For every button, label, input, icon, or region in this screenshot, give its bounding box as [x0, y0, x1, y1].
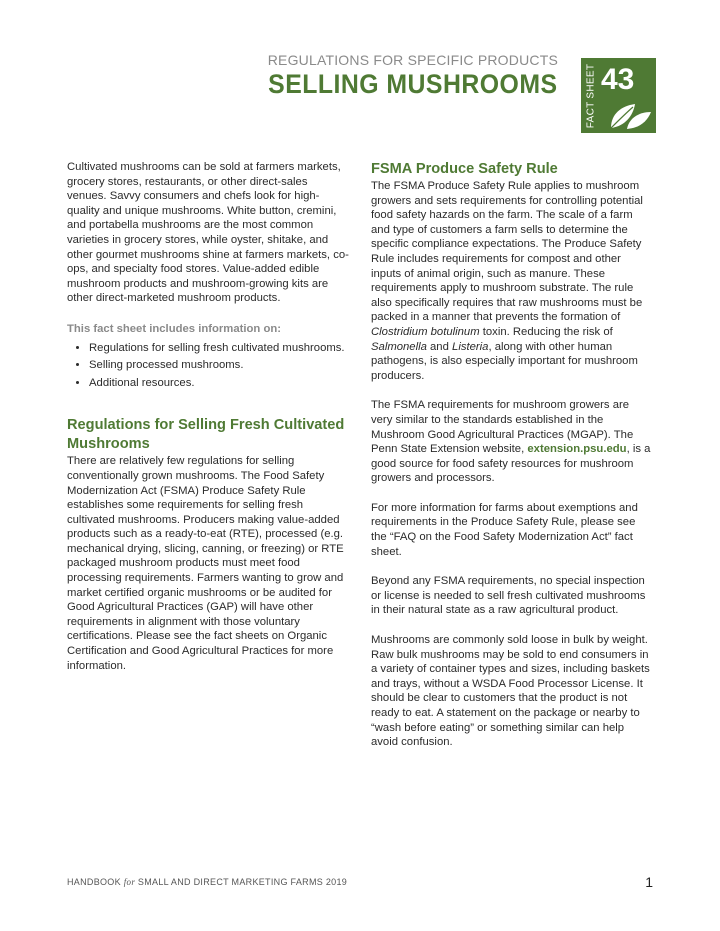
list-item: • Additional resources. — [89, 376, 349, 391]
footer-text: HANDBOOK for SMALL AND DIRECT MARKETING FARMS 2019 — [67, 877, 348, 887]
extension-link[interactable]: extension.psu.edu — [527, 443, 627, 456]
fact-sheet-badge — [581, 58, 656, 133]
section-paragraph: There are relatively few regulations for selling conventionally grown mushrooms. The Food Safety Modernization Act (FSMA) Produce Safety Rule establishes some requirements for selling fresh cultivated mushrooms. Producers making value-added products such as a ready-to-eat (RTE), processed (e.g. mechanical drying, slicing, canning, or freezing) or RTE packaged mushroom products must meet food processing requirements. Farmers wanting to grow and market certified organic mushrooms or be audited for Good Agricultural Practices (GAP) will have other requirements in alignment with those voluntary certifications. Please see the fact sheets on Organic Certification and Good Agricultural Practices for more information. — [67, 455, 344, 672]
fsma-paragraph: The FSMA Produce Safety Rule applies to mushroom growers and sets requirements for controlling potential food safety hazards on the farm. The scale of a farm and type of customers a farm sells to determine the specific compliance expectations. The Produce Safety Rule includes requirements for compost and other inputs of animal origin, such as manure. These requirements apply to mushroom substrate. The rule also specifically requires that raw mushrooms must be packed in a manner that prevents the formation of Clostridium botulinum toxin. Reducing the risk of Salmonella and Listeria, along with other human pathogens, is also especially important for mushroom producers. — [371, 180, 643, 382]
section-heading: Regulations for Selling Fresh Cultivated Mushrooms — [67, 417, 345, 453]
bulk-paragraph: Mushrooms are commonly sold loose in bulk by weight. Raw bulk mushrooms may be sold to end consumers in a variety of container types and sizes, including baskets and trays, without a WSDA Food Processor License. It should be clear to customers that the product is not ready to eat. A statement on the package or nearby to “wash before eating” or something similar can help avoid confusion. — [371, 634, 650, 749]
right-column — [371, 160, 653, 765]
supertitle: REGULATIONS FOR SPECIFIC PRODUCTS — [267, 52, 558, 68]
leaf-icon — [605, 96, 653, 130]
listeria-text: Listeria — [452, 340, 489, 353]
badge-label: FACT SHEET — [585, 63, 597, 129]
topic-list — [67, 341, 349, 391]
clostridium-text: Clostridium botulinum — [371, 325, 480, 338]
page-header — [243, 52, 558, 100]
intro-paragraph: Cultivated mushrooms can be sold at farmers markets, grocery stores, restaurants, or other direct-sales venues. Savvy consumers and chefs look for high-quality and unique mushrooms. White button, cremini, and portabella mushrooms are the most common varieties in grocery stores, while oyster, shitake, and other gourmet mushrooms shine at farmers markets, co-ops, and specialty food stores. Value-added edible mushroom products and mushroom-growing kits are other direct-marketed mushroom products. — [67, 161, 349, 305]
salmonella-text: Salmonella — [371, 340, 427, 353]
faq-paragraph: For more information for farms about exemptions and requirements in the Produce Safety Rule, please see the “FAQ on the Food Safety Modernization Act” fact sheet. — [371, 501, 638, 558]
page-title: SELLING MUSHROOMS — [268, 69, 558, 99]
list-item: • Selling processed mushrooms. — [89, 358, 349, 373]
list-item: • Regulations for selling fresh cultivated mushrooms. — [89, 341, 349, 356]
left-column — [67, 160, 349, 688]
license-paragraph: Beyond any FSMA requirements, no special inspection or license is needed to sell fresh cultivated mushrooms in their natural state as a raw agricultural product. — [371, 575, 646, 617]
mgap-paragraph: The FSMA requirements for mushroom growers are very similar to the standards established in the Mushroom Good Agricultural Practices (MGAP). The Penn State Extension website, extension.psu.edu, is a good source for food safety resources for mushroom growers and processors. — [371, 399, 651, 485]
badge-number: 43 — [601, 63, 635, 96]
page-number: 1 — [645, 874, 653, 890]
list-lead: This fact sheet includes information on: — [67, 322, 282, 335]
fsma-heading: FSMA Produce Safety Rule — [371, 161, 558, 177]
